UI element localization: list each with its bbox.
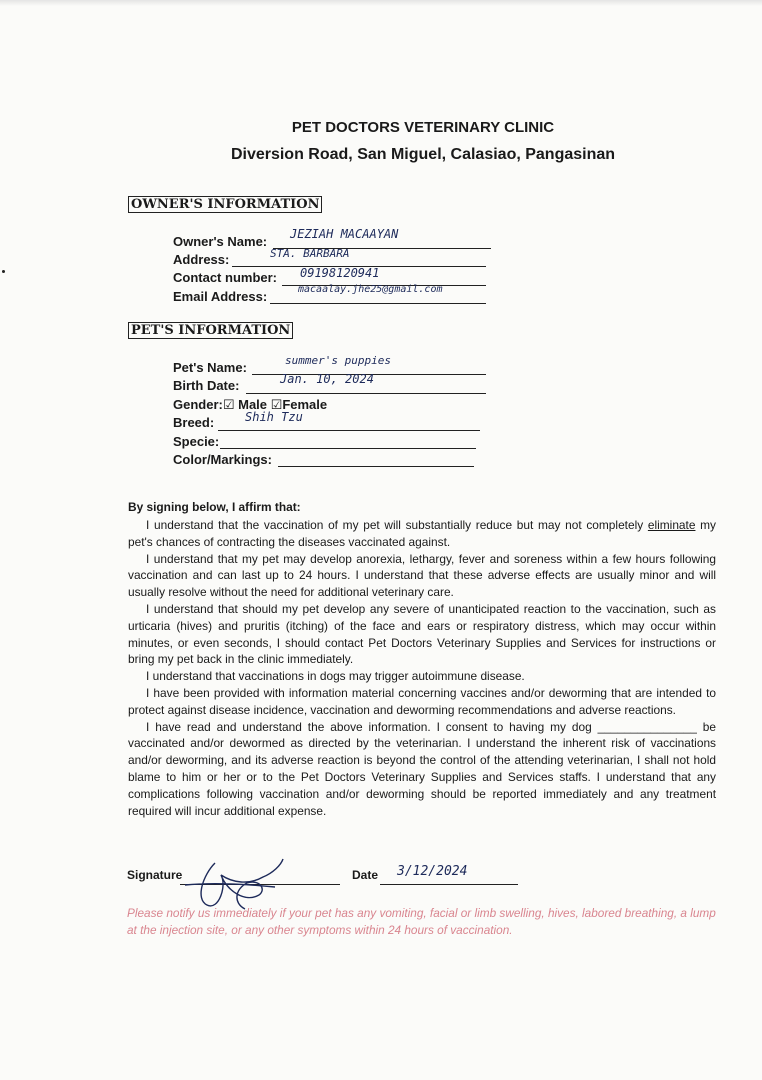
pet-name-value: summer's puppies bbox=[285, 354, 391, 367]
female-checkbox[interactable]: ☑ bbox=[270, 398, 283, 413]
pet-section-title: PET'S INFORMATION bbox=[128, 322, 293, 339]
birth-date-value: Jan. 10, 2024 bbox=[280, 372, 374, 386]
address-label: Address: bbox=[173, 252, 230, 267]
date-label: Date bbox=[352, 868, 379, 882]
email-label: Email Address: bbox=[173, 289, 268, 304]
color-markings-line[interactable] bbox=[278, 450, 474, 467]
owner-name-label: Owner's Name: bbox=[173, 234, 268, 249]
aftercare-notice: Please notify us immediately if your pet has any vomiting, facial or limb swelling, hives, labored breathing, a lump at the injection site, or any other symptoms within 24 hours of vaccination. bbox=[127, 906, 716, 937]
male-checkbox[interactable]: ☑ bbox=[222, 398, 235, 413]
p1-underlined-word: eliminate bbox=[647, 518, 696, 532]
breed-label: Breed: bbox=[173, 415, 215, 430]
color-markings-label: Color/Markings: bbox=[173, 452, 272, 467]
clinic-address: Diversion Road, San Miguel, Calasiao, Pangasinan bbox=[230, 146, 616, 163]
breed-value: Shih Tzu bbox=[245, 410, 303, 424]
consent-paragraph-4: I understand that vaccinations in dogs may trigger autoimmune disease. bbox=[146, 669, 525, 684]
pet-name-label: Pet's Name: bbox=[173, 360, 247, 375]
contact-label: Contact number: bbox=[173, 270, 277, 285]
affirm-heading: By signing below, I affirm that: bbox=[128, 500, 301, 514]
owner-name-value: JEZIAH MACAAYAN bbox=[290, 227, 399, 241]
owner-section-title: OWNER'S INFORMATION bbox=[128, 196, 322, 213]
scan-edge bbox=[0, 0, 762, 6]
p1-text-a: I understand that the vaccination of my pet will substantially reduce but may not completely bbox=[146, 518, 648, 532]
consent-paragraph-6: I have read and understand the above information. I consent to having my dog _______________ be vaccinated and/or dewormed as directed by the veterinarian. I understand the inherent risk of vaccinations and/or deworming, and its adverse reaction is beyond the control of the attending veterinarian, I shall not hold blame to him or her or to the Pet Doctors Veterinary Supplies and Services staffs. I understand that any complications following vaccination and/or deworming should be reported immediately and any treatment required will incur additional expense. bbox=[128, 719, 716, 818]
birth-date-label: Birth Date: bbox=[173, 378, 240, 393]
scan-speck bbox=[2, 270, 5, 273]
date-value: 3/12/2024 bbox=[397, 864, 468, 879]
consent-text bbox=[128, 517, 716, 819]
email-value: macaalay.jhe25@gmail.com bbox=[298, 284, 443, 295]
consent-paragraph-1 bbox=[128, 517, 716, 551]
female-option-label: Female bbox=[282, 397, 328, 412]
consent-paragraph-3: I understand that should my pet develop any severe of unanticipated reaction to the vaccination, such as urticaria (hives) and pruritis (itching) of the face and ears or respiratory distress, which may occur within minutes, or even seconds, I should contact Pet Doctors Veterinary Supplies and Services for instructions or bring my pet back in the clinic immediately. bbox=[128, 601, 716, 667]
specie-line[interactable] bbox=[220, 432, 476, 449]
address-value: STA. BARBARA bbox=[270, 247, 350, 260]
p1-text-b: my pet's chances of contracting the diseases vaccinated against. bbox=[128, 518, 717, 549]
clinic-name: PET DOCTORS VETERINARY CLINIC bbox=[291, 119, 555, 136]
contact-value: 09198120941 bbox=[300, 266, 380, 280]
consent-paragraph-2: I understand that my pet may develop anorexia, lethargy, fever and soreness within a few hours following vaccination and can last up to 24 hours. I understand that these adverse effects are usually minor and will usually resolve without the need for additional veterinary care. bbox=[128, 551, 716, 600]
male-option-label: Male bbox=[238, 397, 268, 412]
gender-label: Gender: bbox=[173, 397, 223, 412]
consent-paragraph-5: I have been provided with information material concerning vaccines and/or deworming that are intended to protect against disease incidence, vaccination and deworming recommendations and adverse reactions. bbox=[128, 685, 716, 717]
signature-label: Signature bbox=[127, 868, 183, 882]
specie-label: Specie: bbox=[173, 434, 220, 449]
